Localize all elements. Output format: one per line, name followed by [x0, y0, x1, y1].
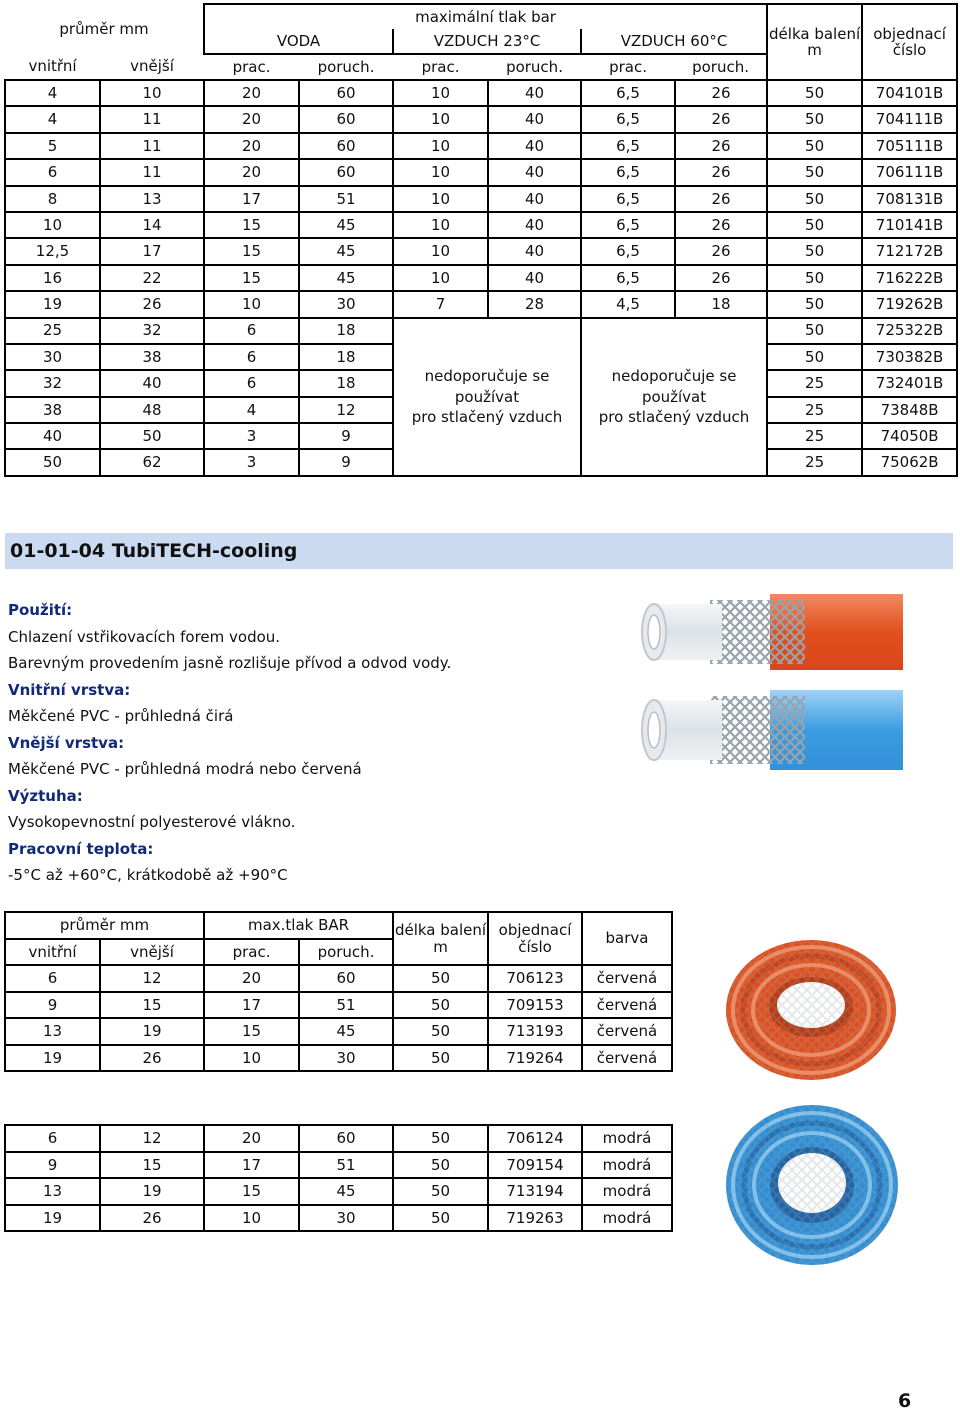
table-cell: modrá: [582, 1125, 672, 1152]
note-line: pro stlačený vzduch: [411, 407, 563, 426]
description-heading: Výztuha:: [8, 786, 83, 805]
section-title: 01-01-04 TubiTECH-cooling: [10, 540, 298, 562]
header-tlak: max.tlak BAR: [204, 912, 393, 939]
table-cell: 40: [488, 80, 581, 106]
table-cell: 706111B: [862, 159, 957, 185]
table-row: [5, 133, 957, 159]
table-cell: 10: [393, 265, 488, 291]
table-cell: 20: [204, 965, 299, 992]
table-cell: 6: [5, 1125, 100, 1152]
table-cell: 20: [204, 106, 299, 132]
table-cell: 10: [393, 212, 488, 238]
table-cell: 30: [5, 344, 100, 370]
sub-header: poruch.: [692, 57, 749, 76]
table-cell: 25: [5, 318, 100, 344]
table-cell: 7: [393, 291, 488, 317]
table-cell: 6: [204, 370, 299, 396]
table-cell: 6,5: [581, 133, 675, 159]
blue-hose-cut: [642, 690, 903, 770]
table-cell: 26: [100, 1045, 204, 1072]
table-row: [5, 159, 957, 185]
table-cell: 6: [5, 159, 100, 185]
table-cell: 3: [204, 449, 299, 475]
table-row: [5, 80, 957, 106]
description-text: Vysokopevnostní polyesterové vlákno.: [8, 813, 296, 831]
table-cell: 12: [100, 1125, 204, 1152]
table-row: [5, 106, 957, 132]
table-cell: 15: [204, 265, 299, 291]
table-cell: 10: [204, 291, 299, 317]
table-row: [5, 186, 957, 212]
header-voda: VODA: [204, 29, 393, 54]
table-cell: 10: [100, 80, 204, 106]
table-cell: 28: [488, 291, 581, 317]
table-cell: 712172B: [862, 238, 957, 264]
table-cell: 50: [767, 344, 862, 370]
table-cell: 716222B: [862, 265, 957, 291]
hose-cross-section-image: [640, 592, 905, 772]
table-cell: 30: [299, 291, 393, 317]
table-cell: 6,5: [581, 159, 675, 185]
sub-header: poruch.: [506, 57, 563, 76]
table-cell: 12,5: [5, 238, 100, 264]
table-cell: 50: [767, 212, 862, 238]
table-cell: 704111B: [862, 106, 957, 132]
table-cell: 40: [5, 423, 100, 449]
table-cell: 10: [393, 80, 488, 106]
table-cell: 38: [100, 344, 204, 370]
table-cell: 6,5: [581, 265, 675, 291]
table-cell: 10: [393, 133, 488, 159]
table-cell: 50: [393, 1205, 488, 1232]
sub-header: vnitřní: [28, 57, 77, 76]
table-cell: červená: [582, 965, 672, 992]
table-cell: 725322B: [862, 318, 957, 344]
table-cell: 50: [767, 106, 862, 132]
table-cell: 60: [299, 133, 393, 159]
table-cell: 20: [204, 133, 299, 159]
table-cell: 40: [488, 159, 581, 185]
table-cell: 11: [100, 133, 204, 159]
table-cell: 18: [299, 318, 393, 344]
table-cell: 4: [5, 106, 100, 132]
table-cell: 50: [100, 423, 204, 449]
table-cell: 60: [299, 159, 393, 185]
table-cell: 62: [100, 449, 204, 475]
description-heading: Vnější vrstva:: [8, 733, 125, 752]
blue-hose-table: [4, 1124, 673, 1232]
table-cell: 26: [675, 106, 767, 132]
red-hose-cut: [642, 594, 903, 670]
table-cell: 51: [299, 1152, 393, 1179]
header-objednaci: objednací číslo: [488, 912, 582, 965]
table-cell: 17: [100, 238, 204, 264]
table-cell: 32: [5, 370, 100, 396]
table-cell: 15: [204, 1178, 299, 1205]
table-cell: 50: [393, 1018, 488, 1045]
description-text: Chlazení vstřikovacích forem vodou.: [8, 627, 281, 646]
table-row: [5, 992, 672, 1019]
table-cell: 4: [5, 80, 100, 106]
red-hose-coil-image: [722, 935, 900, 1085]
table-cell: 6: [5, 965, 100, 992]
table-cell: 13: [100, 186, 204, 212]
sub-header: vnější: [100, 939, 204, 966]
table-cell: 17: [204, 186, 299, 212]
table-cell: 26: [675, 80, 767, 106]
table-cell: 26: [675, 133, 767, 159]
vzduch23-note: [393, 318, 581, 476]
table-cell: 50: [767, 291, 862, 317]
table-cell: 40: [488, 106, 581, 132]
description-text: Barevným provedením jasně rozlišuje přívod a odvod vody.: [8, 654, 452, 672]
note-line: nedoporučuje se používat: [611, 367, 737, 406]
note-line: pro stlačený vzduch: [598, 407, 750, 426]
table-cell: 18: [299, 344, 393, 370]
table-cell: 25: [767, 449, 862, 475]
table-cell: 26: [675, 159, 767, 185]
table-cell: 60: [299, 80, 393, 106]
table-cell: 17: [204, 992, 299, 1019]
table-cell: 45: [299, 1178, 393, 1205]
table-cell: 40: [488, 186, 581, 212]
table-cell: 11: [100, 106, 204, 132]
table-cell: 60: [299, 106, 393, 132]
table-cell: červená: [582, 992, 672, 1019]
table-cell: 11: [100, 159, 204, 185]
table-cell: 14: [100, 212, 204, 238]
description-text: -5°C až +60°C, krátkodobě až +90°C: [8, 866, 288, 884]
table-cell: 13: [5, 1178, 100, 1205]
header-max-tlak: maximální tlak bar: [204, 4, 767, 29]
table-cell: modrá: [582, 1205, 672, 1232]
table-cell: 710141B: [862, 212, 957, 238]
table-cell: 50: [393, 1152, 488, 1179]
table-cell: 709154: [488, 1152, 582, 1179]
table-cell: 9: [299, 449, 393, 475]
table-row: [5, 291, 957, 317]
table-cell: 6,5: [581, 238, 675, 264]
table-cell: 20: [204, 159, 299, 185]
table-cell: 12: [299, 397, 393, 423]
table-cell: 12: [100, 965, 204, 992]
sub-header: prac.: [609, 57, 647, 76]
table-cell: 17: [204, 1152, 299, 1179]
table-cell: 50: [767, 133, 862, 159]
description-text: Měkčené PVC - průhledná modrá nebo červená: [8, 760, 362, 778]
sub-header: prac.: [421, 57, 460, 76]
table-cell: 708131B: [862, 186, 957, 212]
table-cell: 50: [393, 1178, 488, 1205]
table-cell: 6,5: [581, 186, 675, 212]
header-delka: délka balení m: [393, 912, 488, 965]
table-cell: 10: [204, 1045, 299, 1072]
table-cell: 19: [5, 1045, 100, 1072]
table-cell: 4: [204, 397, 299, 423]
table-row: [5, 1205, 672, 1232]
table-cell: 713194: [488, 1178, 582, 1205]
table-cell: 6: [204, 318, 299, 344]
table-cell: 51: [299, 992, 393, 1019]
table-cell: červená: [582, 1018, 672, 1045]
table-cell: 16: [5, 265, 100, 291]
table-cell: 30: [299, 1205, 393, 1232]
table-row: [5, 1045, 672, 1072]
table-cell: 48: [100, 397, 204, 423]
product-description: [8, 597, 608, 889]
table-cell: 50: [393, 1045, 488, 1072]
table-cell: 60: [299, 1125, 393, 1152]
table-cell: 10: [393, 238, 488, 264]
table-cell: 6,5: [581, 212, 675, 238]
table-cell: 15: [100, 992, 204, 1019]
table-cell: 706123: [488, 965, 582, 992]
table-cell: 26: [675, 212, 767, 238]
blue-hose-coil-image: [722, 1100, 902, 1270]
table-cell: 60: [299, 965, 393, 992]
table-cell: 74050B: [862, 423, 957, 449]
table-row: [5, 1018, 672, 1045]
table-cell: 50: [767, 265, 862, 291]
table-cell: 26: [100, 1205, 204, 1232]
table-row: [5, 212, 957, 238]
table-cell: 704101B: [862, 80, 957, 106]
table-cell: 19: [5, 1205, 100, 1232]
table-cell: 45: [299, 238, 393, 264]
table-cell: 40: [488, 238, 581, 264]
table-cell: 30: [299, 1045, 393, 1072]
table-cell: 3: [204, 423, 299, 449]
table-cell: 22: [100, 265, 204, 291]
table-cell: 13: [5, 1018, 100, 1045]
description-heading: Pracovní teplota:: [8, 839, 154, 858]
table-cell: 50: [767, 238, 862, 264]
sub-header: vnější: [130, 57, 174, 76]
table-cell: 719263: [488, 1205, 582, 1232]
table-cell: 15: [204, 1018, 299, 1045]
pressure-table: [4, 3, 958, 477]
header-barva: barva: [582, 912, 672, 965]
table-row: [5, 265, 957, 291]
table-row: [5, 965, 672, 992]
table-cell: 50: [5, 449, 100, 475]
description-heading: Vnitřní vrstva:: [8, 680, 131, 699]
header-prumer: průměr mm: [59, 19, 149, 38]
table-row: [5, 318, 957, 344]
header-vzduch23: VZDUCH 23°C: [393, 29, 581, 54]
table-cell: 50: [393, 992, 488, 1019]
section-title-band: [5, 533, 953, 569]
table-cell: 19: [100, 1178, 204, 1205]
header-delka: délka balení m: [767, 4, 862, 80]
table-cell: 18: [299, 370, 393, 396]
table-cell: 25: [767, 423, 862, 449]
page-number: 6: [898, 1390, 912, 1412]
table-cell: 20: [204, 80, 299, 106]
table-cell: 709153: [488, 992, 582, 1019]
table-cell: 40: [100, 370, 204, 396]
red-hose-table: [4, 911, 673, 1072]
table-cell: 38: [5, 397, 100, 423]
table-cell: 15: [100, 1152, 204, 1179]
table-cell: 50: [767, 318, 862, 344]
table-row: [5, 1152, 672, 1179]
table-cell: modrá: [582, 1178, 672, 1205]
vzduch60-note: [581, 318, 767, 476]
table-cell: 25: [767, 397, 862, 423]
table-cell: 40: [488, 212, 581, 238]
table-cell: 9: [5, 1152, 100, 1179]
table-row: [5, 1178, 672, 1205]
table-cell: 26: [675, 186, 767, 212]
table-cell: modrá: [582, 1152, 672, 1179]
table-cell: 32: [100, 318, 204, 344]
table-cell: 6: [204, 344, 299, 370]
table-cell: 26: [100, 291, 204, 317]
table-cell: 713193: [488, 1018, 582, 1045]
header-vzduch60: VZDUCH 60°C: [581, 29, 767, 54]
table-cell: 9: [299, 423, 393, 449]
table-cell: 50: [767, 186, 862, 212]
table-cell: červená: [582, 1045, 672, 1072]
description-text: Měkčené PVC - průhledná čirá: [8, 707, 234, 725]
sub-header: vnitřní: [5, 939, 100, 966]
table-cell: 45: [299, 212, 393, 238]
table-cell: 40: [488, 265, 581, 291]
table-cell: 10: [5, 212, 100, 238]
table-cell: 719264: [488, 1045, 582, 1072]
header-objednaci: objednací číslo: [862, 4, 957, 80]
table-cell: 19: [100, 1018, 204, 1045]
table-cell: 50: [767, 159, 862, 185]
table-cell: 5: [5, 133, 100, 159]
table-cell: 25: [767, 370, 862, 396]
table-cell: 19: [5, 291, 100, 317]
table-cell: 45: [299, 265, 393, 291]
table-cell: 26: [675, 238, 767, 264]
table-cell: 50: [393, 965, 488, 992]
table-cell: 705111B: [862, 133, 957, 159]
table-cell: 4,5: [581, 291, 675, 317]
table-cell: 15: [204, 212, 299, 238]
table-cell: 75062B: [862, 449, 957, 475]
table-cell: 10: [393, 106, 488, 132]
table-cell: 50: [393, 1125, 488, 1152]
table-cell: 15: [204, 238, 299, 264]
table-cell: 6,5: [581, 80, 675, 106]
table-cell: 730382B: [862, 344, 957, 370]
table-cell: 18: [675, 291, 767, 317]
sub-header: poruch.: [317, 57, 375, 76]
sub-header: prac.: [204, 939, 299, 966]
description-heading: Použití:: [8, 601, 73, 619]
table-cell: 73848B: [862, 397, 957, 423]
table-cell: 40: [488, 133, 581, 159]
sub-header: prac.: [232, 57, 271, 76]
sub-header: poruch.: [299, 939, 393, 966]
table-cell: 26: [675, 265, 767, 291]
table-cell: 8: [5, 186, 100, 212]
table-cell: 732401B: [862, 370, 957, 396]
table-cell: 706124: [488, 1125, 582, 1152]
table-row: [5, 238, 957, 264]
table-cell: 6,5: [581, 106, 675, 132]
table-cell: 45: [299, 1018, 393, 1045]
table-cell: 10: [393, 186, 488, 212]
table-row: [5, 1125, 672, 1152]
table-cell: 719262B: [862, 291, 957, 317]
table-cell: 10: [204, 1205, 299, 1232]
table-cell: 51: [299, 186, 393, 212]
table-cell: 9: [5, 992, 100, 1019]
note-line: nedoporučuje se používat: [424, 367, 550, 406]
table-cell: 50: [767, 80, 862, 106]
table-cell: 20: [204, 1125, 299, 1152]
header-prumer: průměr mm: [5, 912, 204, 939]
table-cell: 10: [393, 159, 488, 185]
